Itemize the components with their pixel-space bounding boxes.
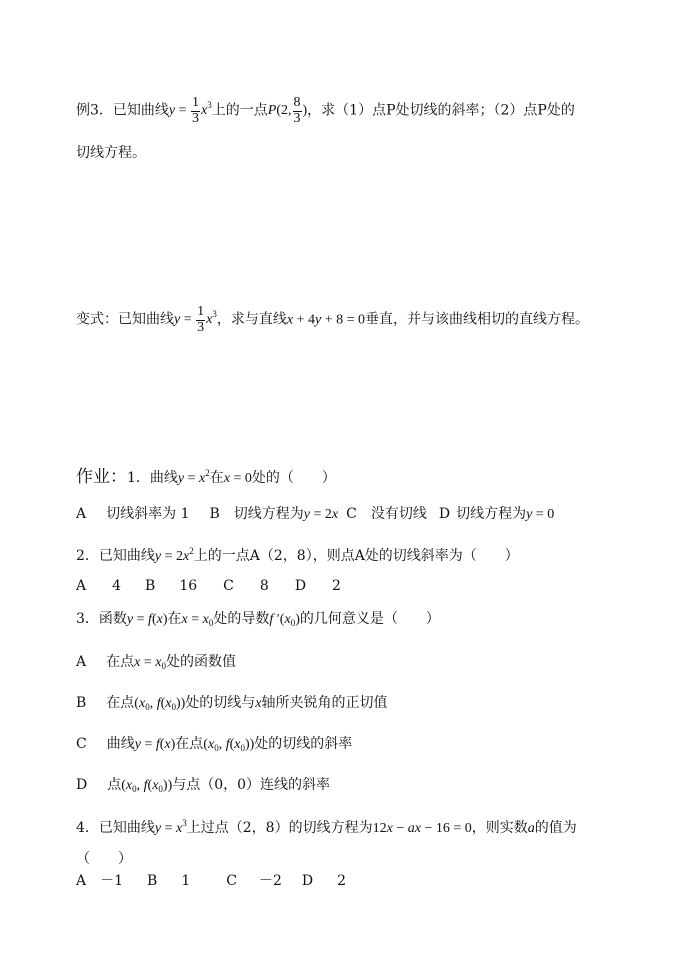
hw-q1-opt-c-label: C xyxy=(346,506,357,522)
hw-q1-x0: x = 0 xyxy=(223,471,252,486)
hw-q3-opt-a-label: A xyxy=(76,654,87,670)
example-3-line2: 切线方程。 xyxy=(76,145,146,161)
hw-q4-opt-d-label: D xyxy=(301,873,314,889)
hw-q3-opt-c-label: C xyxy=(76,736,87,752)
hw-q1-opt-b-formula: y = 2x xyxy=(303,507,339,522)
hw-q3-opt-b-text-b: 处的切线与 xyxy=(185,695,256,711)
hw-q3-opt-b-axis: x xyxy=(255,696,262,711)
hw-q2-curve: $y = 2x^2$ xyxy=(154,546,194,564)
hw-q3-opt-d-text-a: 点 xyxy=(107,777,122,793)
hw-q2-stem-a: 2．已知曲线 xyxy=(76,548,155,564)
hw-q3-stem-b: 在 xyxy=(167,611,182,627)
hw-q1-opt-d-formula: y = 0 xyxy=(526,507,555,522)
hw-q3-opt-c-point: ($x_0$, $f(x_0)$) xyxy=(203,737,255,753)
hw-q4-opt-c: －2 xyxy=(258,873,282,889)
example-3-line1 xyxy=(76,96,575,126)
hw-q3-stem xyxy=(76,608,440,628)
hw-q3-x0: $x = x_0$ xyxy=(181,612,214,628)
hw-q2-options xyxy=(76,578,341,594)
hw-q4-opt-c-label: C xyxy=(226,873,237,889)
hw-q4-paren: （ ） xyxy=(76,851,132,867)
hw-q3-opt-c-text-b: 在点 xyxy=(175,736,204,752)
hw-q3-stem-d: 的几何意义是（ ） xyxy=(299,611,440,627)
hw-q3-opt-b-text-a: 在点 xyxy=(106,695,135,711)
hw-q2-stem-b: 上的一点A（2，8），则点A处的切线斜率为（ ） xyxy=(193,548,519,564)
hw-q3-opt-d-point: ($x_0$, $f(x_0)$) xyxy=(121,778,173,794)
variant-curve-formula: y = $\frac{1}{3}$ $x^3$ xyxy=(174,304,217,335)
hw-q2-opt-c: 8 xyxy=(259,578,269,594)
hw-q1-options xyxy=(76,503,554,523)
hw-q3-fn: y = f(x) xyxy=(126,612,168,627)
hw-q2-opt-a-label: A xyxy=(76,578,87,594)
hw-q4-opt-b-label: B xyxy=(147,873,158,889)
hw-q1-opt-b: 切线方程为 xyxy=(233,506,304,522)
hw-q1-opt-a-label: A xyxy=(76,506,87,522)
example-3-point-formula: P(2, $\frac{8}{3}$ ) xyxy=(267,95,308,126)
hw-q4-stem-a: 4．已知曲线 xyxy=(76,820,155,836)
hw-q3-opt-c-text-c: 处的切线的斜率 xyxy=(254,736,353,752)
hw-q3-opt-c xyxy=(76,733,352,753)
hw-q2-opt-d: 2 xyxy=(332,578,341,594)
variant-line-formula: x + 4y + 8 = 0 xyxy=(286,312,365,328)
hw-q3-opt-b-text-c: 轴所夹锐角的正切值 xyxy=(261,695,388,711)
hw-q1-stem-b: 在 xyxy=(209,470,224,486)
hw-q4-stem-d: 的值为 xyxy=(534,820,577,836)
hw-q1-stem-c: 处的（ ） xyxy=(251,470,336,486)
hw-q3-opt-c-text-a: 曲线 xyxy=(106,736,135,752)
hw-q3-opt-a-text-a: 在点 xyxy=(106,654,135,670)
hw-q2-opt-b: 16 xyxy=(179,578,198,594)
hw-q3-opt-d xyxy=(76,774,330,794)
hw-q3-opt-a xyxy=(76,651,236,671)
hw-q1-opt-d: 切线方程为 xyxy=(456,506,527,522)
hw-q3-opt-c-fn: y = f(x) xyxy=(134,737,176,752)
hw-q3-stem-a: 3．函数 xyxy=(76,611,127,627)
hw-q4-a: a xyxy=(527,821,535,836)
hw-q4-stem-c: ，则实数 xyxy=(471,820,528,836)
hw-q1-opt-a: 切线斜率为 1 xyxy=(106,506,190,522)
hw-q3-opt-b-point: ($x_0$, $f(x_0)$) xyxy=(134,696,186,712)
hw-q2-opt-c-label: C xyxy=(223,578,234,594)
hw-q4-curve: $y = x^3$ xyxy=(154,818,187,836)
hw-q4-options xyxy=(76,870,346,890)
hw-q3-derivative: f $'(x_0)$ xyxy=(269,612,300,628)
hw-q3-opt-d-text-b: 与点（0，0）连线的斜率 xyxy=(172,777,331,793)
hw-q3-opt-b-label: B xyxy=(76,695,87,711)
hw-q3-opt-b xyxy=(76,692,388,712)
variant-line xyxy=(76,305,589,335)
homework-heading: 作业： xyxy=(76,467,127,487)
hw-q1-curve: $y = x^2$ xyxy=(177,468,210,486)
hw-q1-stem xyxy=(76,462,336,487)
hw-q1-stem-a: 1．曲线 xyxy=(127,470,178,486)
example-3-suffix: ，求（1）点P处切线的斜率；（2）点P处的 xyxy=(307,102,575,119)
hw-q4-tangent: 12x − ax − 16 = 0 xyxy=(372,821,472,836)
hw-q4-opt-a-label: A xyxy=(76,873,87,889)
hw-q4-stem-b: 上过点（2，8）的切线方程为 xyxy=(186,820,373,836)
example-3-mid: 上的一点 xyxy=(211,102,268,119)
hw-q1-opt-b-label: B xyxy=(209,506,220,522)
hw-q1-opt-d-label: D xyxy=(438,506,451,522)
hw-q2-stem xyxy=(76,545,519,565)
example-3-curve-formula: y = $\frac{1}{3}$ $x^3$ xyxy=(168,95,212,126)
hw-q2-opt-d-label: D xyxy=(294,578,307,594)
hw-q4-opt-a: －1 xyxy=(100,873,124,889)
example-3-prefix: 例3．已知曲线 xyxy=(76,102,169,119)
hw-q4-opt-d: 2 xyxy=(337,873,347,889)
hw-q3-opt-a-formula: $x = x_0$ xyxy=(134,655,166,671)
hw-q1-opt-c: 没有切线 xyxy=(370,506,427,522)
hw-q4-stem xyxy=(76,817,577,837)
hw-q3-stem-c: 处的导数 xyxy=(213,611,270,627)
hw-q4-opt-b: 1 xyxy=(181,873,191,889)
hw-q3-opt-d-label: D xyxy=(76,777,88,793)
variant-mid: ，求与直线 xyxy=(216,311,287,328)
hw-q2-opt-b-label: B xyxy=(145,578,156,594)
variant-prefix: 变式：已知曲线 xyxy=(76,311,174,328)
variant-suffix: 垂直，并与该曲线相切的直线方程。 xyxy=(364,311,589,328)
hw-q2-opt-a: 4 xyxy=(112,578,122,594)
hw-q3-opt-a-text-b: 处的函数值 xyxy=(165,654,236,670)
